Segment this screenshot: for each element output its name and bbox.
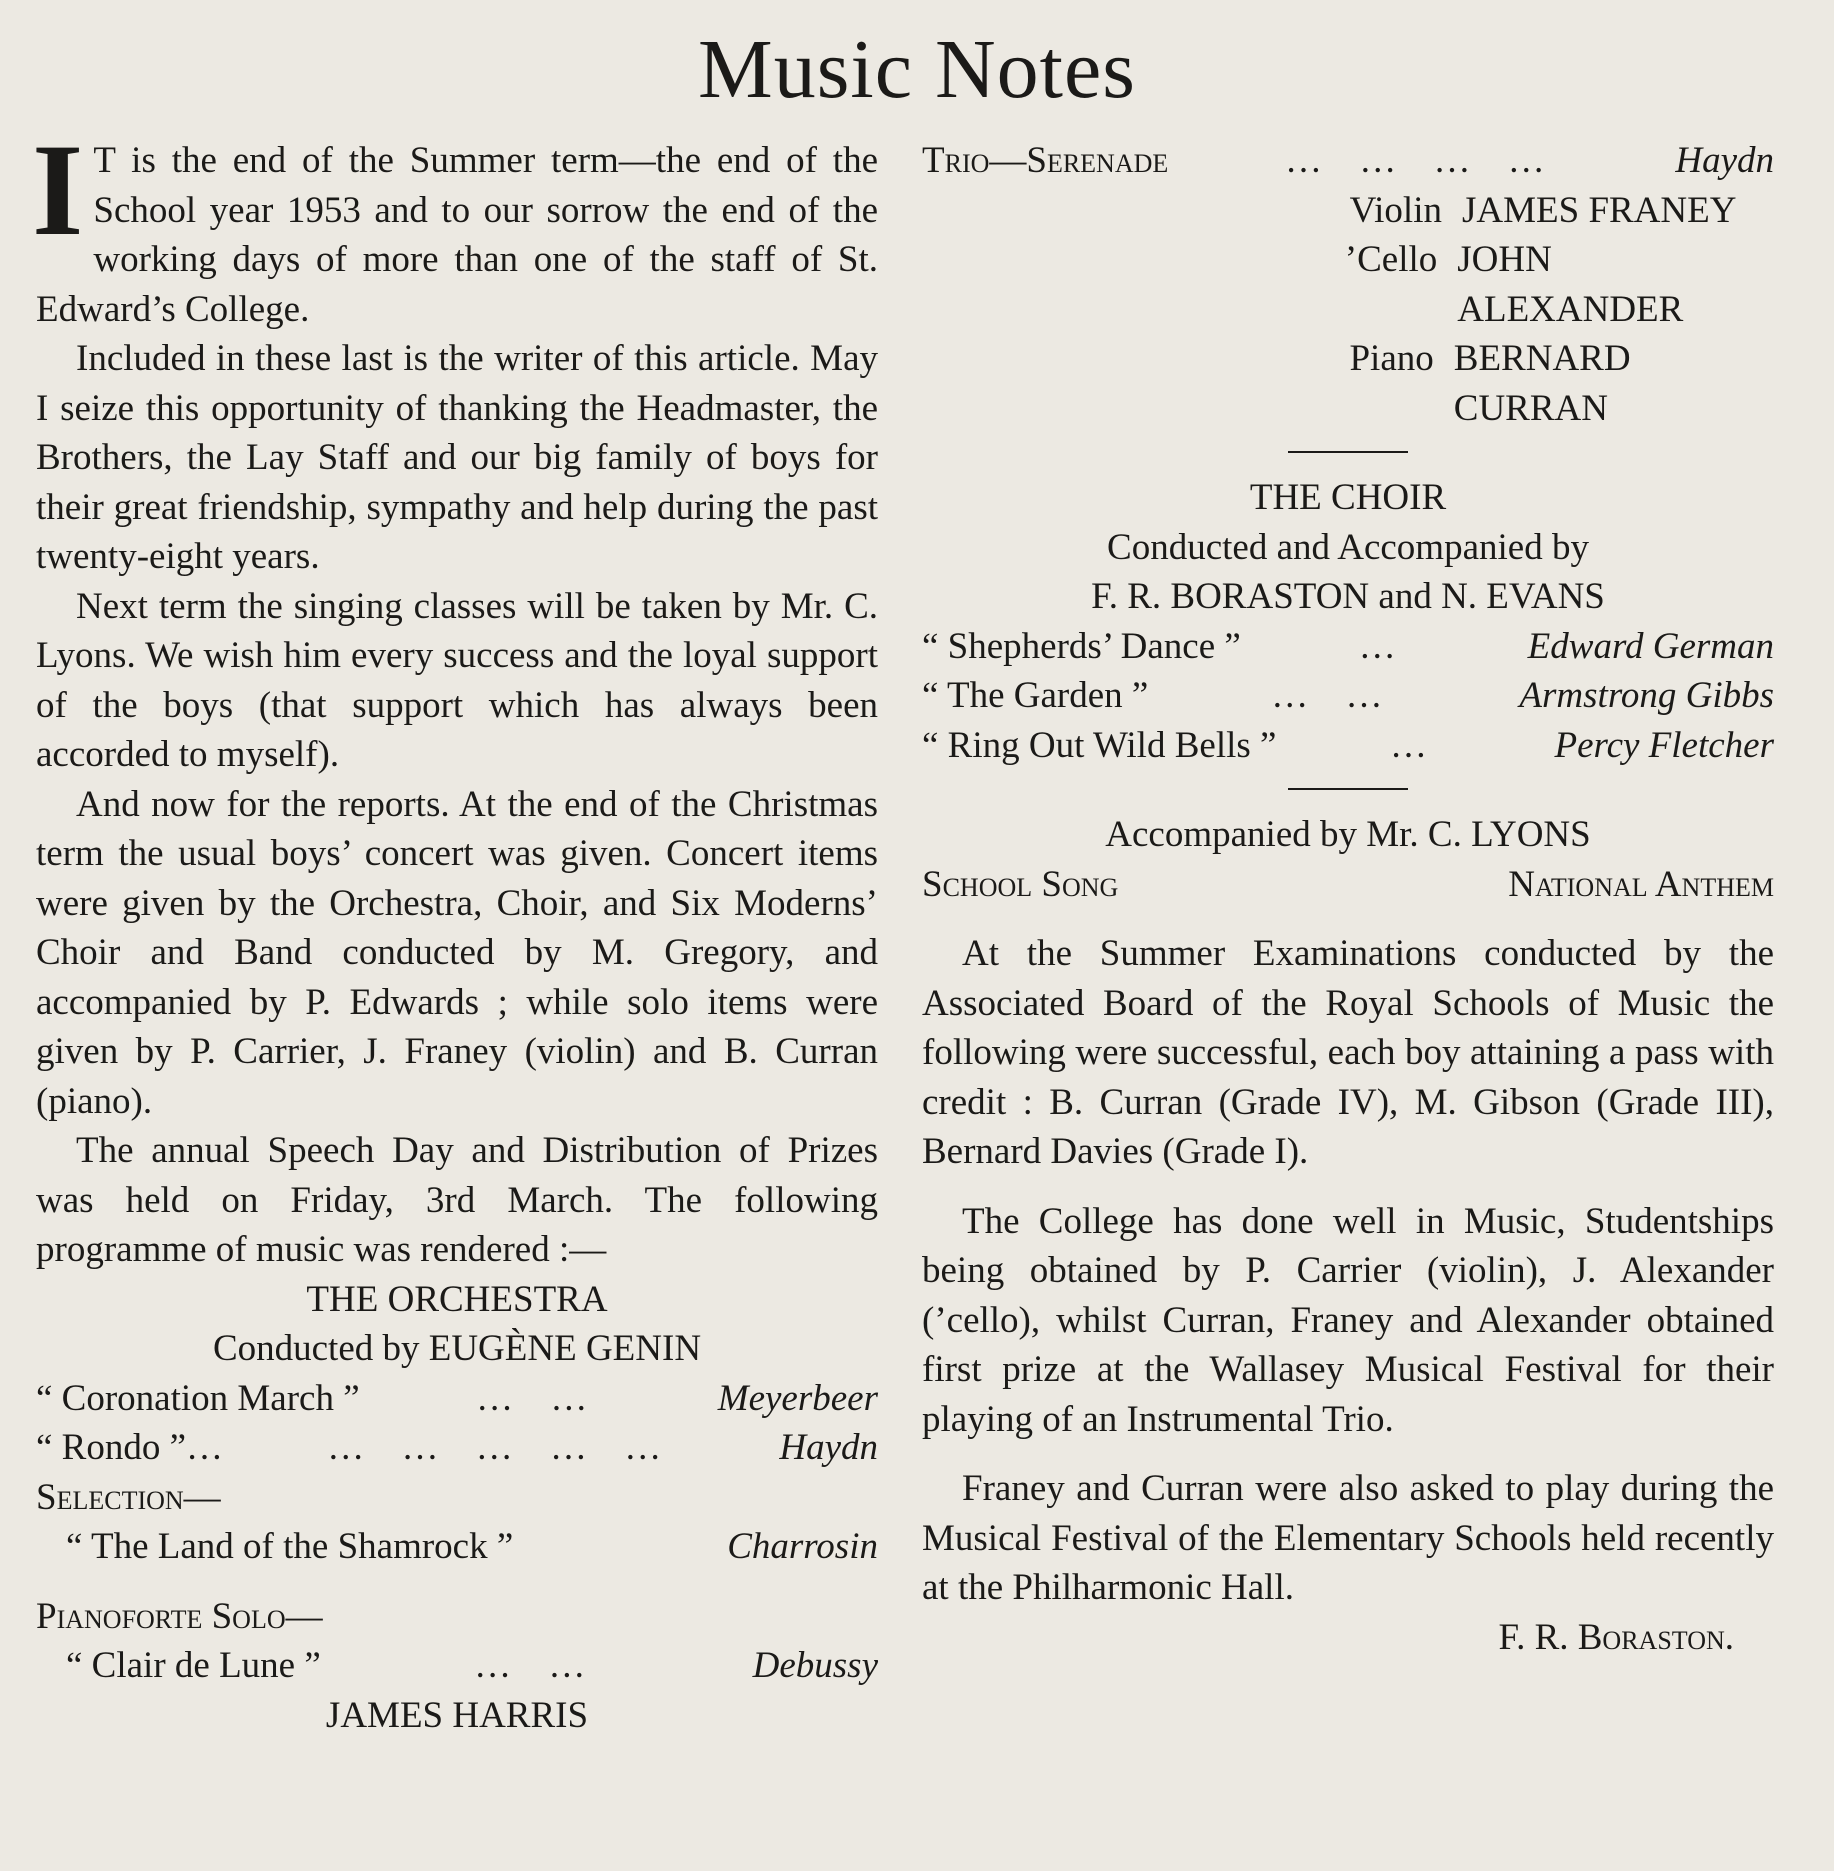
instrument: ’Cello xyxy=(1344,239,1438,280)
right-column xyxy=(922,136,1774,1662)
piece-title: “ Ring Out Wild Bells ” xyxy=(922,724,1277,766)
songs-row xyxy=(922,860,1774,910)
performer-name: JOHN ALEXANDER xyxy=(1457,239,1684,330)
composer-name: Haydn xyxy=(779,1427,878,1468)
programme-item xyxy=(36,1374,878,1424)
composer-name: Armstrong Gibbs xyxy=(1519,675,1774,716)
left-column xyxy=(32,116,878,1740)
paragraph-college: The College has done well in Music, Studentships being obtained by P. Carrier (violin), J. Alexander (’cello), whilst Curran, Franey and Alexander obtained first prize at the Wallasey Musical Festival for their playing of an Instrumental Trio. xyxy=(922,1200,1774,1440)
composer-name: Percy Fletcher xyxy=(1554,724,1774,766)
composer-name: Haydn xyxy=(1675,140,1774,181)
performer-row xyxy=(922,235,1774,334)
programme-item xyxy=(36,1423,878,1473)
leader-dots: … xyxy=(1358,625,1410,667)
paragraph-intro-text: T is the end of the Summer term—the end of the School year 1953 and to our sorrow the end of the working days of more than one of the staff of St. Edward’s College. xyxy=(36,140,878,330)
choir-conductors-names: F. R. BORASTON and N. EVANS xyxy=(1091,576,1605,617)
performer-row xyxy=(922,186,1774,236)
paragraph-franey: Franey and Curran were also asked to play during the Musical Festival of the Elementary Schools held recently at the Philharmonic Hall. xyxy=(922,1468,1774,1608)
paragraph-intro xyxy=(32,116,878,334)
piece-title: “ The Garden ” xyxy=(922,675,1149,716)
composer-name: Meyerbeer xyxy=(717,1377,878,1419)
programme-item xyxy=(922,622,1774,672)
performer-name: JAMES FRANEY xyxy=(1462,189,1737,231)
divider xyxy=(1288,451,1408,453)
composer-name: Edward German xyxy=(1527,625,1774,667)
performer-name: BERNARD CURRAN xyxy=(1453,338,1631,429)
piece-title: “ The Land of the Shamrock ” xyxy=(66,1526,514,1567)
signature: F. R. Boraston. xyxy=(1498,1616,1734,1658)
leader-dots: … … … … xyxy=(1284,140,1559,181)
performer-row xyxy=(922,334,1774,433)
paragraph-speech-day: The annual Speech Day and Distribution of Prizes was held on Friday, 3rd March. The following programme of music was rendered :— xyxy=(36,1130,878,1270)
page-title: Music Notes xyxy=(698,23,1136,116)
instrument: Violin xyxy=(1349,189,1442,231)
orchestra-conductor: Conducted by EUGÈNE GENIN xyxy=(212,1328,702,1369)
leader-dots: … … xyxy=(474,1645,600,1686)
piece-title: “ Rondo ”… xyxy=(36,1427,224,1468)
programme-item xyxy=(922,671,1774,721)
piece-title: “ Clair de Lune ” xyxy=(66,1645,321,1686)
selection-label: Selection— xyxy=(36,1476,221,1518)
composer-name: Debussy xyxy=(752,1645,878,1686)
programme-item xyxy=(922,721,1774,771)
school-song: School Song xyxy=(922,863,1119,905)
paragraph-reports: And now for the reports. At the end of the Christmas term the usual boys’ concert was given. Concert items were given by the Orchestra, Choir, and Six Moderns’ Choir and Band conducted by M. Gregory, and accompanied by P. Edwards ; while solo items were given by P. Carrier, J. Franey (violin) and B. Curran (piano). xyxy=(36,783,878,1122)
piece-title: Trio—Serenade xyxy=(922,140,1169,181)
national-anthem: National Anthem xyxy=(1508,863,1774,905)
leader-dots: … … xyxy=(476,1377,602,1419)
paragraph-writer: Included in these last is the writer of this article. May I seize this opportunity of thanking the Headmaster, the Brothers, the Lay Staff and our big family of boys for their great friendship, sympathy and help during the past twenty-eight years. xyxy=(36,338,878,577)
composer-name: Charrosin xyxy=(727,1526,878,1567)
programme-item xyxy=(922,136,1774,186)
divider xyxy=(1288,788,1408,790)
piece-title: “ Coronation March ” xyxy=(36,1377,360,1419)
paragraph-exams: At the Summer Examinations conducted by the Associated Board of the Royal Schools of Music the following were successful, each boy attaining a pass with credit : B. Curran (Grade IV), M. Gibson (Grade III), Bernard Davies (Grade I). xyxy=(922,933,1774,1172)
programme-item xyxy=(36,1522,878,1572)
leader-dots: … xyxy=(1389,724,1441,766)
programme-item xyxy=(36,1641,878,1691)
leader-dots: … … xyxy=(1271,675,1397,716)
orchestra-heading: THE ORCHESTRA xyxy=(306,1278,608,1320)
instrument: Piano xyxy=(1349,338,1434,379)
choir-conductors: Conducted and Accompanied by xyxy=(1107,526,1589,568)
paragraph-next-term: Next term the singing classes will be taken by Mr. C. Lyons. We wish him every success and the loyal support of the boys (that support which has always been accorded to myself). xyxy=(36,585,878,775)
accompanied-line: Accompanied by Mr. C. LYONS xyxy=(1105,814,1591,855)
solo-label: Pianoforte Solo— xyxy=(36,1595,323,1637)
drop-cap: I xyxy=(32,116,84,263)
piece-title: “ Shepherds’ Dance ” xyxy=(922,625,1241,667)
solo-performer: JAMES HARRIS xyxy=(325,1694,589,1736)
choir-heading: THE CHOIR xyxy=(1249,477,1447,518)
leader-dots: … … … … … xyxy=(327,1427,676,1468)
